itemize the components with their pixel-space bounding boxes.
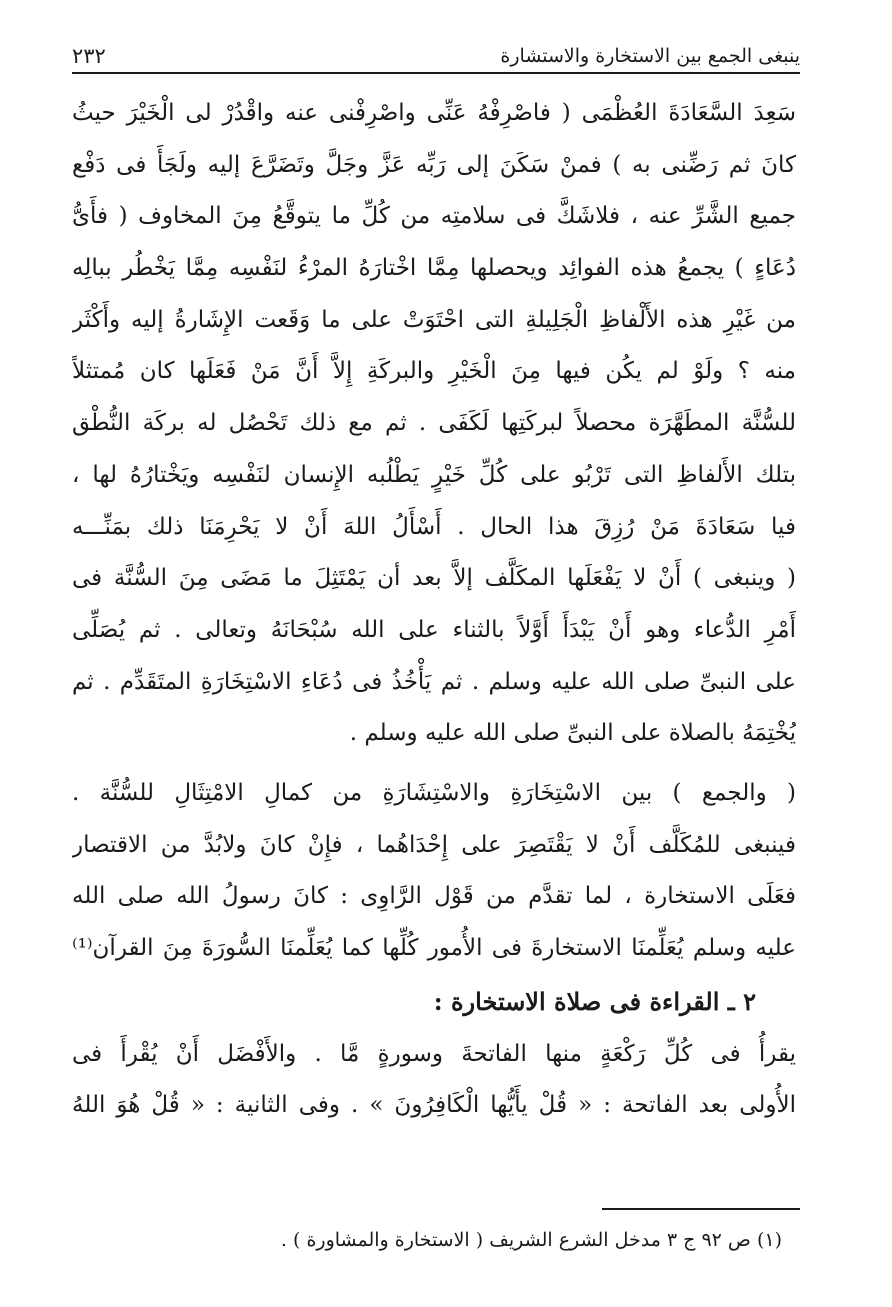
text-line: فينبغى للمُكَلَّف أَنْ لا يَقْتَصِرَ على إِحْدَاهُما ، فإِنْ كانَ ولابُدَّ من الاقتصار — [72, 831, 796, 858]
text-line: من غَيْرِ هذه الأَلْفاظِ الْجَلِيلةِ التى احْتَوَتْ على ما وَقَعت الإِشَارةُ إليه وأَكْثَر — [72, 306, 796, 333]
text-line: على النبىِّ صلى الله عليه وسلم . ثم يَأْخُذُ فى دُعَاءِ الاسْتِخَارَةِ المتَقَدِّم . ثم — [72, 668, 796, 695]
text-line: جميع الشَّرِّ عنه ، فلاشَكَّ فى سلامتِه من كُلِّ ما يتوقَّعُ مِنَ المخاوف ( فأَىُّ — [72, 203, 796, 230]
text-line: منه ؟ ولَوْ لم يكُن فيها مِنَ الْخَيْرِ والبركَةِ إِلاَّ أَنَّ مَنْ فَعَلَها كان مُمتثلاً — [72, 358, 796, 385]
paragraph-gap — [72, 760, 796, 768]
text-line: يقرأُ فى كُلِّ رَكْعَةٍ منها الفاتحةَ وسورةٍ مَّا . والأَفْضَل أَنْ يُقْرأَ فى — [72, 1040, 796, 1067]
text-line: دُعَاءٍ ) يجمعُ هذه الفوائِد ويحصلها مِمَّا اخْتارَهُ المرْءُ لنَفْسِه مِمَّا يَخْطُر ببالِه — [72, 255, 796, 282]
paragraph-1 — [72, 88, 796, 760]
text-line: للسُّنَّة المطَهَّرَة محصلاً لبركَتِها لَكَفَى . ثم مع ذلك تَحْصُل له بركَة النُّطْق — [72, 410, 796, 437]
footnote-divider — [602, 1208, 800, 1210]
text-line: أَمْرِ الدُّعاء وهو أَنْ يَبْدَأَ أَوَّلاً بالثناء على الله سُبْحَانَهُ وتعالى . ثم يُصَلِّى — [72, 616, 796, 643]
text-line: فيا سَعَادَةَ مَنْ رُزِقَ هذا الحال . أَسْأَلُ اللهَ أَنْ لا يَحْرِمَنَا ذلك بمَنِّـــه — [72, 513, 796, 540]
page-header — [72, 40, 800, 74]
text-line: ( وينبغى ) أَنْ لا يَفْعَلَها المكَلَّف إلاَّ بعد أن يَمْتَثِلَ ما مَضَى مِنَ السُّنَّة فى — [72, 565, 796, 592]
paragraph-2 — [72, 768, 796, 975]
page-number: ٢٣٢ — [72, 44, 106, 68]
text-line: فعَلَى الاستخارة ، لما تقدَّم من قَوْل الرَّاوِى : كانَ رسولُ الله صلى الله — [72, 883, 796, 910]
paragraph-3 — [72, 1029, 796, 1132]
running-title: ينبغى الجمع بين الاستخارة والاستشارة — [500, 45, 800, 67]
footnote: (١) ص ٩٢ ج ٣ مدخل الشرع الشريف ( الاستخارة والمشاورة ) . — [280, 1229, 782, 1251]
text-line: الأُولى بعد الفاتحة : « قُلْ يأَيُّها الْكَافِرُونَ » . وفى الثانية : « قُلْ هُوَ اللهُ — [72, 1092, 796, 1119]
text-line: عليه وسلم يُعَلِّمنَا الاستخارةَ فى الأُمور كُلِّها كما يُعَلِّمنَا السُّورَةَ مِنَ القرآن⁽¹⁾ — [72, 935, 796, 961]
text-line: سَعِدَ السَّعَادَةَ العُظْمَى ( فاصْرِفْهُ عَنِّى واصْرِفْنى عنه واقْدُرْ لى الْخَيْرَ حيثُ — [72, 100, 796, 126]
page-body — [72, 88, 796, 1132]
section-heading: ٢ ـ القراءة فى صلاة الاستخارة : — [433, 986, 756, 1016]
text-line: ( والجمع ) بين الاسْتِخَارَةِ والاسْتِشَارَةِ من كمالِ الامْتِثَالِ للسُّنَّة . — [72, 779, 796, 806]
text-line: يُخْتِمَهُ بالصلاة على النبىِّ صلى الله عليه وسلم . — [349, 720, 796, 747]
text-line: كانَ ثم رَضِّنى به ) فمنْ سَكَنَ إلى رَبِّه عَزَّ وجَلَّ وتَضَرَّعَ إليه ولَجَأَ فى دَفْع — [72, 151, 796, 178]
text-line: بتلك الأَلفاظِ التى تَرْبُو على كُلِّ خَيْرٍ يَطْلُبه الإِنسان لنَفْسِه ويَخْتارُهُ لها ، — [72, 461, 796, 488]
